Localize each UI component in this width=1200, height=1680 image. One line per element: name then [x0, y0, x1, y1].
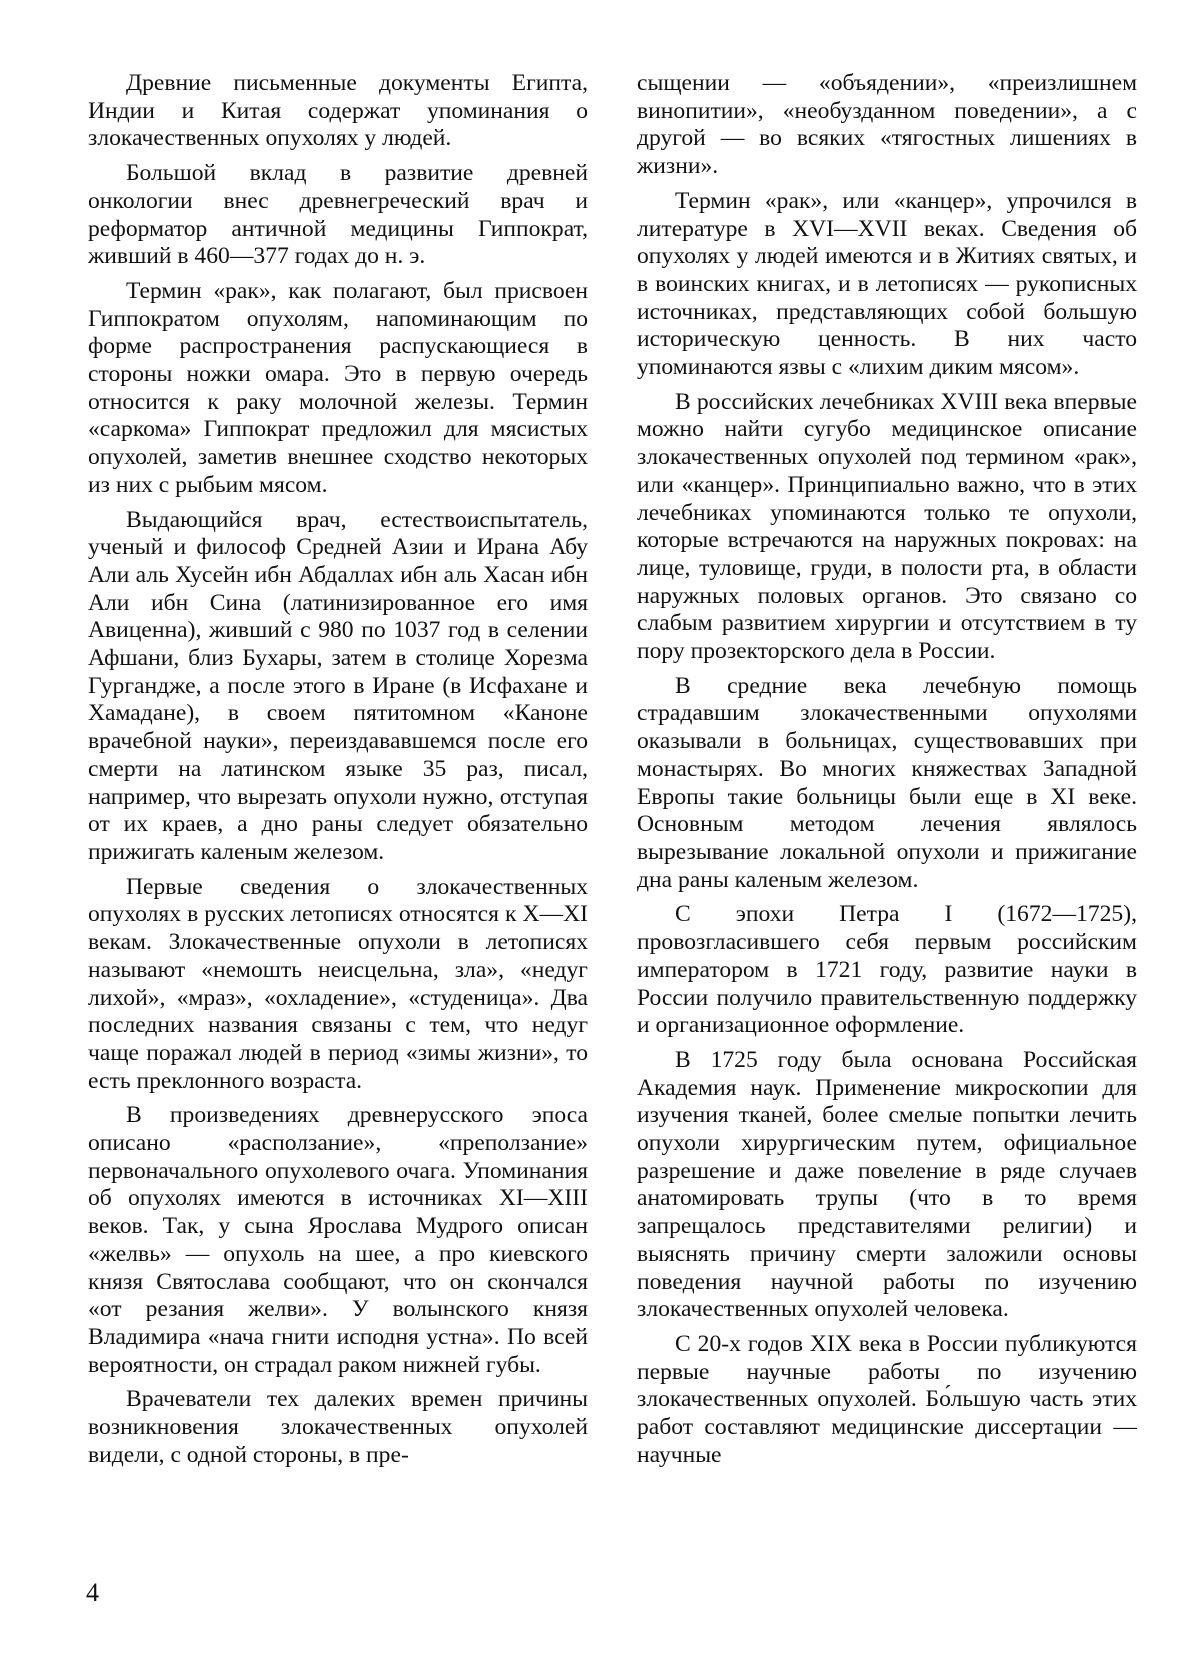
paragraph: Большой вклад в развитие древней онкологии внес древнегреческий врач и реформатор античной медицины Гиппократ, живший в 460—377 годах до н. э. [88, 160, 588, 270]
paragraph-continuation: сыщении — «объядении», «преизлишнем винопитии», «необузданном поведении», а с другой — во всяких «тягостных лишениях в жизни». [637, 70, 1137, 180]
paragraph: В 1725 году была основана Российская Академия наук. Применение микроскопии для изучения тканей, более смелые попытки лечить опухоли хирургическим путем, официальное разрешение и даже повеление в ряде случаев анатомировать трупы (что в то время запрещалось представителями религии) и выяснять причину смерти заложили основы поведения научной работы по изучению злокачественных опухолей человека. [637, 1046, 1137, 1323]
paragraph: В произведениях древнерусского эпоса описано «расползание», «преползание» первоначального опухолевого очага. Упоминания об опухолях имеются в источниках XI—XIII веков. Так, у сына Ярослава Мудрого описан «желвь» — опухоль на шее, а про киевского князя Святослава сообщают, что он скончался «от резания желви». У волынского князя Владимира «нача гнити исподня устна». По всей вероятности, он страдал раком нижней губы. [88, 1102, 588, 1378]
paragraph: С 20-х годов XIX века в России публикуются первые научные работы по изучению злокачественных опухолей. Бо́льшую часть этих работ составляют медицинские диссертации — научные [637, 1330, 1137, 1468]
paragraph: С эпохи Петра I (1672—1725), провозгласившего себя первым российским императором в 1721 году, развитие науки в России получило правительственную поддержку и организационное оформление. [637, 901, 1137, 1039]
page-number: 4 [86, 1578, 99, 1607]
paragraph: Древние письменные документы Египта, Индии и Китая содержат упоминания о злокачественных опухолях у людей. [88, 70, 588, 152]
paragraph: В российских лечебниках XVIII века впервые можно найти сугубо медицинское описание злокачественных опухолей под термином «рак», или «канцер». Принципиально важно, что в этих лечебниках упоминаются только те опухоли, которые встречаются на наружных покровах: на лице, туловище, груди, в полости рта, в области наружных половых органов. Это связано со слабым развитием хирургии и отсутствием в ту пору прозекторского дела в России. [637, 388, 1137, 665]
paragraph: Врачеватели тех далеких времен причины возникновения злокачественных опухолей видели, с одной стороны, в пре- [88, 1386, 588, 1468]
left-column [88, 70, 588, 1476]
paragraph: Термин «рак», как полагают, был присвоен Гиппократом опухолям, напоминающим по форме распространения распускающиеся в стороны ножки омара. Это в первую очередь относится к раку молочной железы. Термин «саркома» Гиппократ предложил для мясистых опухолей, заметив внешнее сходство некоторых из них с рыбьим мясом. [88, 277, 588, 498]
right-column [637, 70, 1137, 1476]
paragraph: Первые сведения о злокачественных опухолях в русских летописях относятся к X—XI векам. Злокачественные опухоли в летописях называют «немошть неисцельна, зла», «недуг лихой», «мраз», «охладение», «студеница». Два последних названия связаны с тем, что недуг чаще поражал людей в период «зимы жизни», то есть преклонного возраста. [88, 873, 588, 1094]
paragraph: Выдающийся врач, естествоиспытатель, ученый и философ Средней Азии и Ирана Абу Али аль Хусейн ибн Абдаллах ибн аль Хасан ибн Али ибн Сина (латинизированное его имя Авиценна), живший с 980 по 1037 год в селении Афшани, близ Бухары, затем в столице Хорезма Гургандже, а после этого в Иране (в Исфахане и Хамадане), в своем пятитомном «Каноне врачебной науки», переиздававшемся после его смерти на латинском языке 35 раз, писал, например, что вырезать опухоли нужно, отступая от их краев, а дно раны следует обязательно прижигать каленым железом. [88, 506, 588, 865]
paragraph: В средние века лечебную помощь страдавшим злокачественными опухолями оказывали в больницах, существовавших при монастырях. Во многих княжествах Западной Европы такие больницы были еще в XI веке. Основным методом лечения являлось вырезывание локальной опухоли и прижигание дна раны каленым железом. [637, 672, 1137, 893]
paragraph: Термин «рак», или «канцер», упрочился в литературе в XVI—XVII веках. Сведения об опухолях у людей имеются и в Житиях святых, и в воинских книгах, и в летописях — рукописных источниках, представляющих собой большую историческую ценность. В них часто упоминаются язвы с «лихим диким мясом». [637, 187, 1137, 381]
